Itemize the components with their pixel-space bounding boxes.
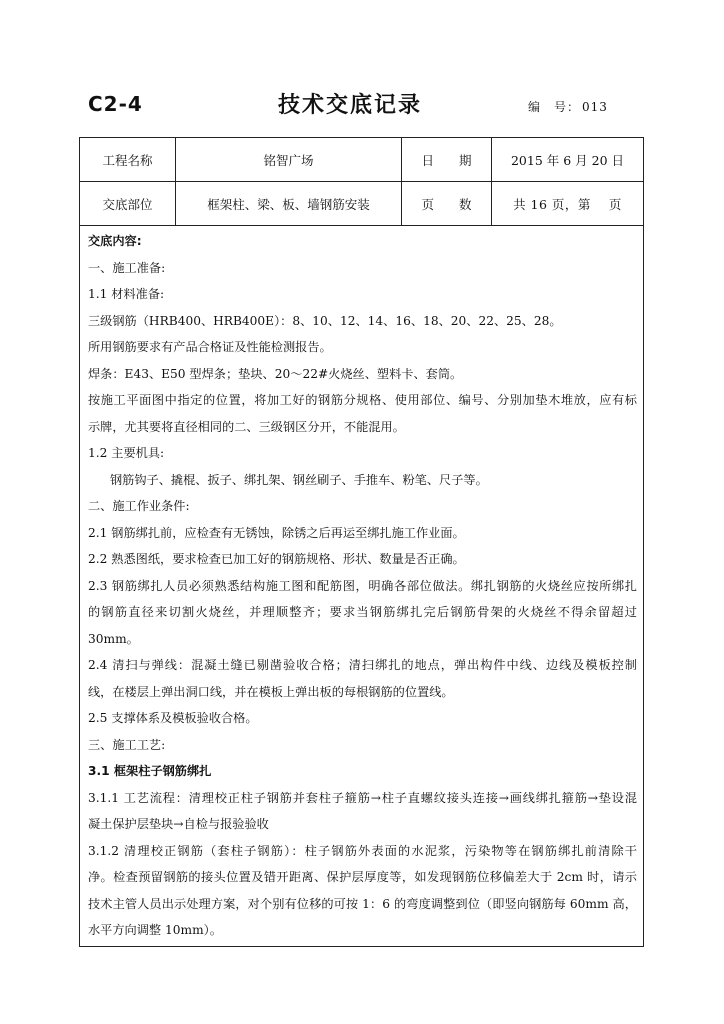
content-line: 技术主管人员出示处理方案，对个别有位移的可按 1：6 的弯度调整到位（即竖向钢筋每 60mm 高， [88, 896, 637, 911]
document-number-value: 013 [582, 100, 608, 114]
content-heading: 交底内容: [88, 234, 142, 248]
content-line: 水平方向调整 10mm）。 [88, 923, 222, 937]
content-line: 2.1 钢筋绑扎前，应检查有无锈蚀，除锈之后再运至绑扎施工作业面。 [88, 525, 465, 540]
content-line: 2.5 支撑体系及模板验收合格。 [88, 711, 258, 725]
date-value: 2015 年 6 月 20 日 [510, 152, 625, 168]
content-line: 凝土保护层垫块→自检与报验验收 [88, 817, 269, 831]
content-line: 2.3 钢筋绑扎人员必须熟悉结构施工图和配筋图，明确各部位做法。绑扎钢筋的火烧丝应按所绑扎 [88, 578, 637, 593]
record-table [79, 137, 644, 947]
content-line: 3.1.1 工艺流程：清理校正柱子钢筋并套柱子箍筋→柱子直螺纹接头连接→画线绑扎箍筋→垫设混 [88, 790, 637, 805]
content-line: 所用钢筋要求有产品合格证及性能检测报告。 [88, 340, 332, 354]
document-number [528, 98, 608, 115]
content-line: 三级钢筋（HRB400、HRB400E）：8、10、12、14、16、18、20、22、25、28。 [88, 313, 562, 328]
info-row-project [80, 138, 643, 182]
pages-label: 页 数 [402, 182, 492, 225]
document-number-label: 编 号： [528, 100, 581, 114]
pages-total: 共 16 页，第 [513, 196, 591, 212]
section-heading: 3.1 框架柱子钢筋绑扎 [88, 764, 212, 778]
document-title: 技术交底记录 [278, 92, 423, 118]
content-line: 焊条：E43、E50 型焊条；垫块、20～22#火烧丝、塑料卡、套筒。 [88, 366, 463, 381]
content-line: 1.1 材料准备: [88, 287, 165, 301]
content-line: 2.2 熟悉图纸，要求检查已加工好的钢筋规格、形状、数量是否正确。 [88, 552, 465, 566]
handover-part-label: 交底部位 [80, 182, 176, 225]
form-code: C2-4 [88, 92, 143, 116]
project-name-label: 工程名称 [80, 138, 176, 181]
content-line: 三、施工工艺: [88, 737, 166, 752]
pages-value [492, 182, 643, 225]
content-line: 二、施工作业条件: [88, 499, 190, 513]
content-line: 净。检查预留钢筋的接头位置及错开距离、保护层厚度等，如发现钢筋位移偏差大于 2cm 时，请示 [88, 870, 637, 884]
content-line: 按施工平面图中指定的位置，将加工好的钢筋分规格、使用部位、编号、分别加垫木堆放，应有标 [88, 393, 637, 407]
content-line: 示牌，尤其要将直径相同的二、三级钢区分开，不能混用。 [88, 419, 405, 434]
project-name-value: 铭智广场 [176, 138, 402, 181]
content-line: 线，在楼层上弹出洞口线，并在模板上弹出板的每根钢筋的位置线。 [88, 684, 454, 699]
handover-content [80, 226, 643, 946]
content-line: 钢筋钩子、撬棍、扳子、绑扎架、钢丝刷子、手推车、粉笔、尺子等。 [110, 472, 488, 487]
pages-unit: 页 [608, 196, 622, 212]
content-line: 的钢筋直径来切割火烧丝，并理顺整齐；要求当钢筋绑扎完后钢筋骨架的火烧丝不得余留超过 [88, 605, 637, 619]
content-line: 30mm。 [88, 631, 139, 646]
content-line: 一、施工准备: [88, 260, 166, 275]
handover-part-value: 框架柱、梁、板、墙钢筋安装 [176, 182, 402, 225]
info-row-part [80, 182, 643, 226]
content-line: 3.1.2 清理校正钢筋（套柱子钢筋）：柱子钢筋外表面的水泥浆，污染物等在钢筋绑扎前清除干 [88, 843, 637, 858]
content-line: 2.4 清扫与弹线：混凝土缝已剔凿验收合格；清扫绑扎的地点，弹出构件中线、边线及模板控制 [88, 658, 637, 672]
content-line: 1.2 主要机具: [88, 446, 165, 460]
date-label: 日 期 [402, 138, 492, 181]
